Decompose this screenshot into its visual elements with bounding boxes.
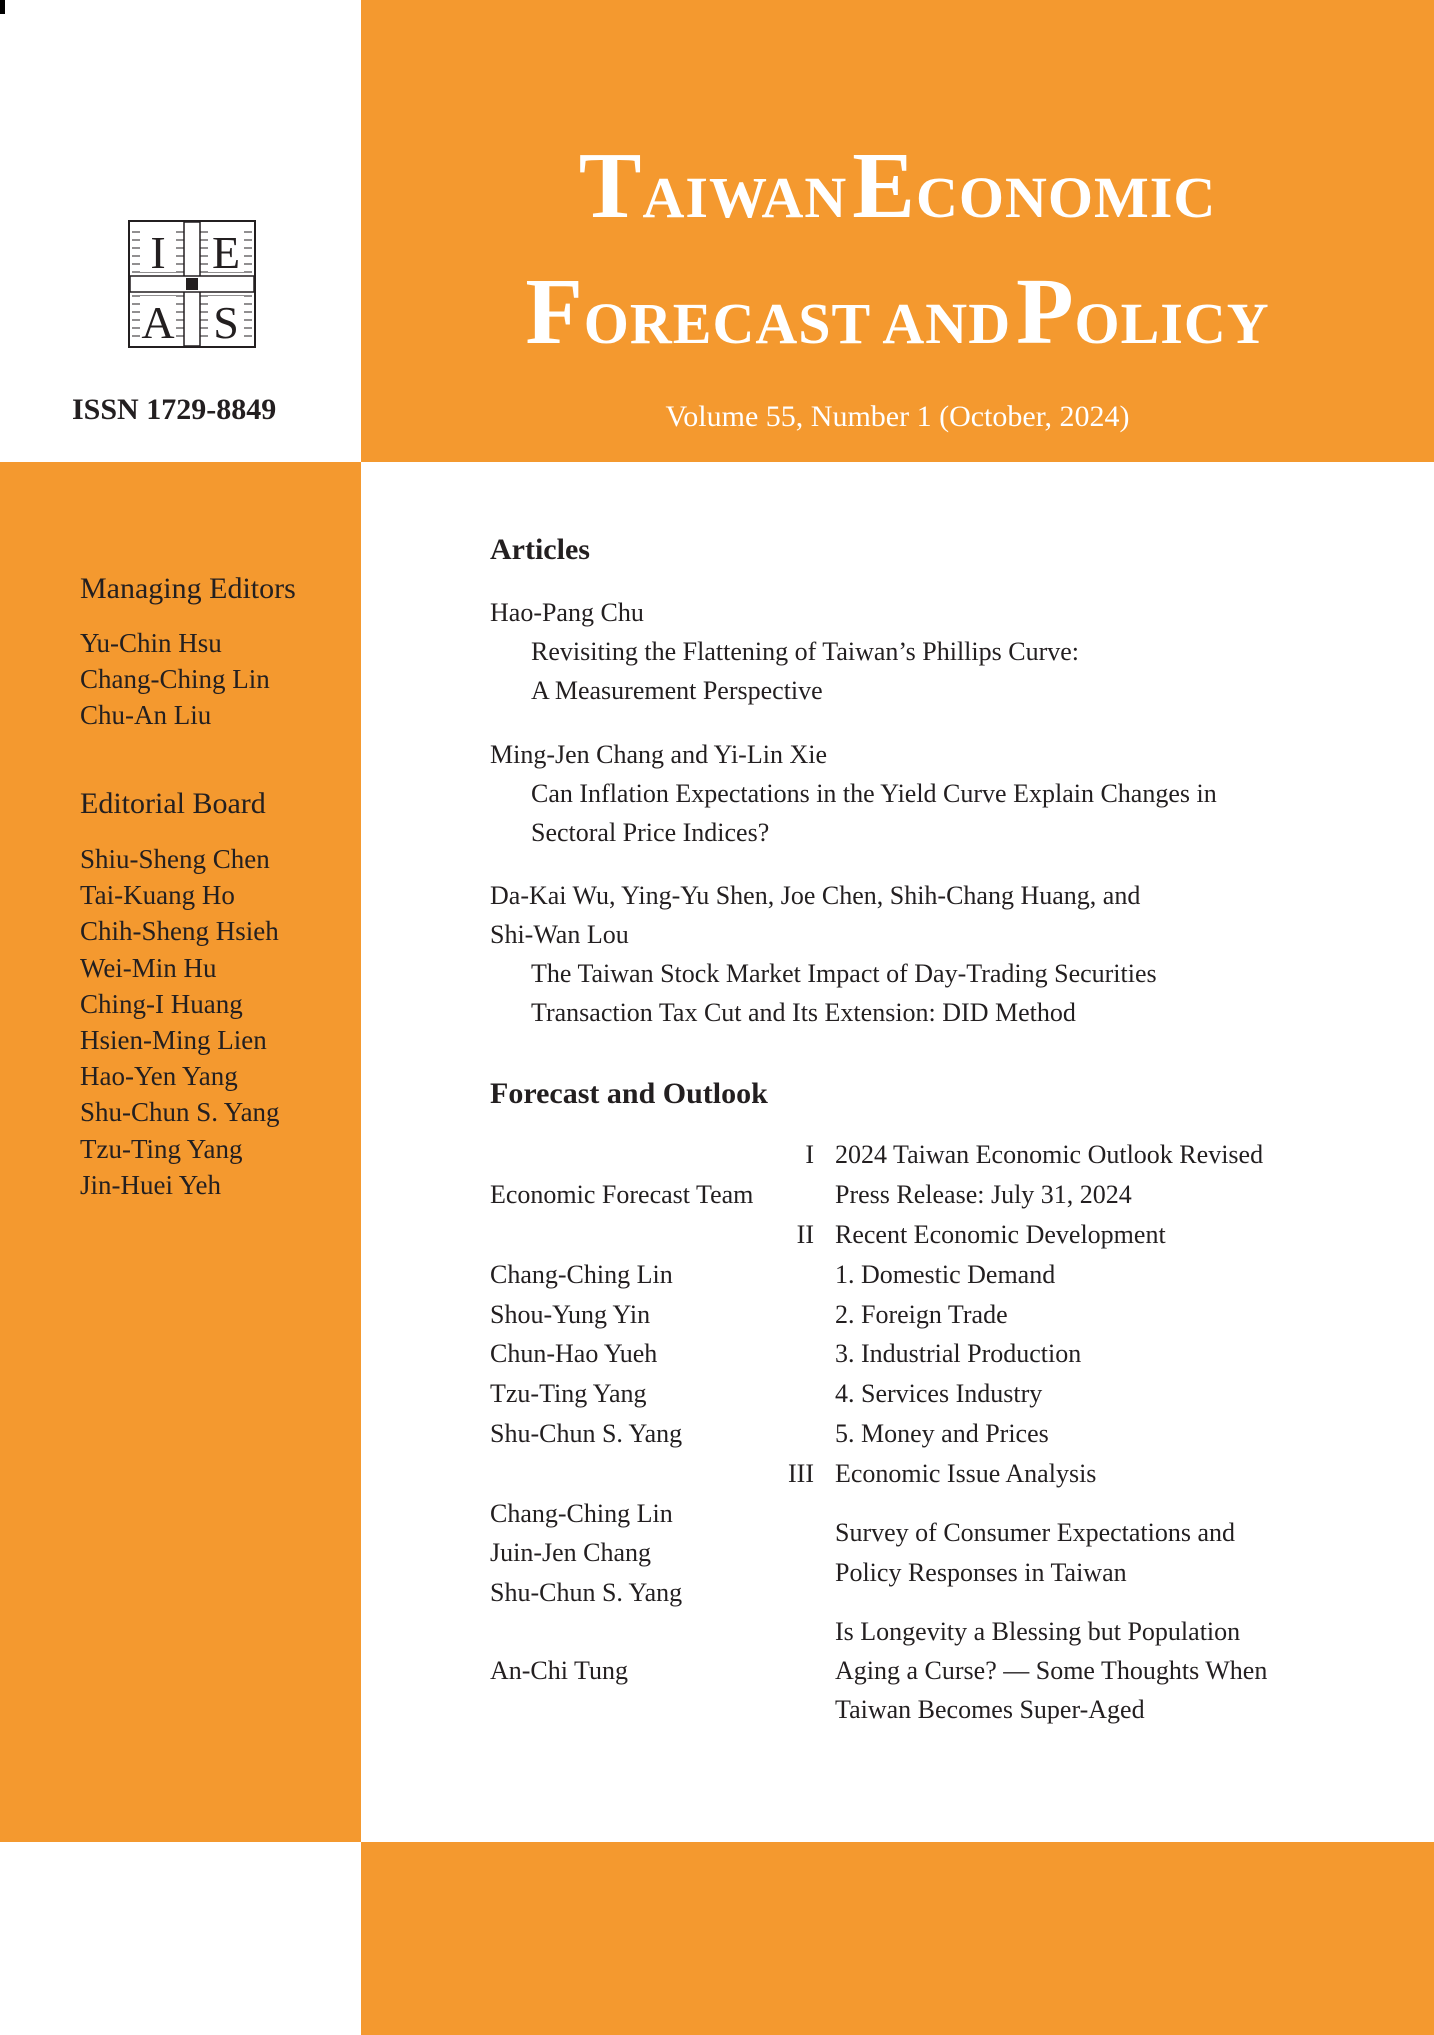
editor-name: Chang-Ching Lin (80, 664, 270, 695)
board-member: Hao-Yen Yang (80, 1061, 238, 1092)
board-member: Hsien-Ming Lien (80, 1025, 267, 1056)
logo-letter-a: A (141, 297, 175, 348)
forecast-item: Survey of Consumer Expectations and (835, 1518, 1236, 1547)
title-initial: E (852, 134, 916, 238)
forecast-heading: Forecast and Outlook (490, 1077, 768, 1110)
volume-info: Volume 55, Number 1 (October, 2024) (665, 400, 1130, 433)
section-numeral: I (805, 1140, 814, 1169)
board-member: Wei-Min Hu (80, 952, 217, 983)
editorial-board-heading: Editorial Board (80, 787, 266, 820)
forecast-item: 5. Money and Prices (835, 1419, 1049, 1448)
ieas-logo-icon (128, 220, 256, 348)
ieas-logo (128, 220, 256, 348)
forecast-item: Is Longevity a Blessing but Population (835, 1617, 1241, 1646)
forecast-author: Chang-Ching Lin (490, 1499, 673, 1528)
forecast-author: Chun-Hao Yueh (490, 1339, 658, 1368)
forecast-author: An-Chi Tung (490, 1656, 628, 1685)
article-title: The Taiwan Stock Market Impact of Day-Trading Securities (531, 959, 1157, 988)
forecast-item: 1. Domestic Demand (835, 1260, 1056, 1289)
article-authors: Shi-Wan Lou (490, 920, 629, 949)
journal-title-line-1 (361, 132, 1434, 240)
forecast-item: 2. Foreign Trade (835, 1300, 1008, 1329)
logo-letter-e: E (211, 227, 241, 278)
forecast-author: Juin-Jen Chang (490, 1538, 652, 1567)
article-title: Transaction Tax Cut and Its Extension: DID Method (531, 998, 1076, 1027)
forecast-author: Shu-Chun S. Yang (490, 1419, 683, 1448)
forecast-item: Press Release: July 31, 2024 (835, 1180, 1132, 1209)
forecast-author: Economic Forecast Team (490, 1180, 754, 1209)
title-word: ORECAST AND (583, 291, 1012, 356)
article-authors: Da-Kai Wu, Ying-Yu Shen, Joe Chen, Shih-Chang Huang, and (490, 881, 1141, 910)
corner-mark (0, 0, 5, 14)
article-authors: Ming-Jen Chang and Yi-Lin Xie (490, 740, 827, 769)
forecast-item: Recent Economic Development (835, 1220, 1166, 1249)
forecast-item: Taiwan Becomes Super-Aged (835, 1695, 1145, 1724)
title-initial: T (578, 134, 643, 238)
title-initial: F (525, 260, 584, 364)
editor-name: Yu-Chin Hsu (80, 628, 222, 658)
board-member: Jin-Huei Yeh (80, 1169, 222, 1200)
logo-letter-s: S (213, 297, 239, 348)
board-member: Shu-Chun S. Yang (80, 1097, 280, 1128)
title-word: OLICY (1074, 291, 1270, 356)
issn: ISSN 1729-8849 (72, 393, 277, 426)
board-member: Ching-I Huang (80, 988, 243, 1019)
board-member: Chih-Sheng Hsieh (80, 916, 279, 947)
forecast-item: 3. Industrial Production (835, 1339, 1082, 1368)
managing-editors-list (80, 625, 270, 734)
article-title: Sectoral Price Indices? (531, 818, 770, 847)
title-initial: P (1016, 260, 1075, 364)
section-numeral: III (788, 1459, 814, 1488)
editorial-board-list (80, 841, 280, 1203)
forecast-author: Shu-Chun S. Yang (490, 1578, 683, 1607)
forecast-item: Policy Responses in Taiwan (835, 1558, 1127, 1587)
article-title: A Measurement Perspective (531, 676, 823, 705)
forecast-item: 4. Services Industry (835, 1379, 1043, 1408)
forecast-author: Tzu-Ting Yang (490, 1379, 647, 1408)
title-word: CONOMIC (916, 165, 1217, 230)
section-numeral: II (796, 1220, 814, 1249)
forecast-item: Economic Issue Analysis (835, 1459, 1097, 1488)
article-title: Revisiting the Flattening of Taiwan’s Phillips Curve: (531, 637, 1080, 666)
board-member: Shiu-Sheng Chen (80, 844, 270, 874)
articles-heading: Articles (490, 533, 590, 566)
managing-editors-heading: Managing Editors (80, 572, 296, 605)
forecast-item: Aging a Curse? — Some Thoughts When (835, 1656, 1268, 1685)
journal-title-line-2 (361, 258, 1434, 366)
forecast-author: Shou-Yung Yin (490, 1300, 651, 1329)
bottom-band (361, 1842, 1434, 2035)
board-member: Tai-Kuang Ho (80, 880, 235, 911)
article-authors: Hao-Pang Chu (490, 598, 644, 627)
editor-name: Chu-An Liu (80, 700, 212, 731)
forecast-item: 2024 Taiwan Economic Outlook Revised (835, 1140, 1264, 1169)
article-title: Can Inflation Expectations in the Yield Curve Explain Changes in (531, 779, 1217, 808)
title-word: AIWAN (642, 165, 848, 230)
logo-letter-i: I (150, 227, 166, 278)
board-member: Tzu-Ting Yang (80, 1133, 243, 1164)
forecast-author: Chang-Ching Lin (490, 1260, 673, 1289)
